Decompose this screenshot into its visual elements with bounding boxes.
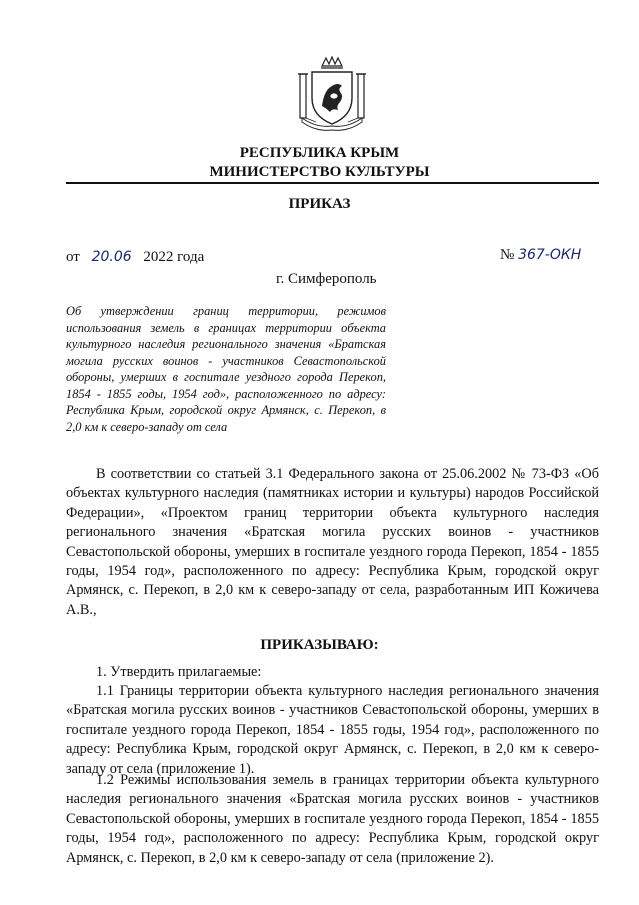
date-handwritten: 20.06 [91, 249, 132, 265]
order-number [500, 247, 581, 264]
order-title: ПРИКАЗ [288, 196, 351, 212]
date-prefix: от [66, 249, 80, 265]
item-1-2: 1.2 Режимы использования земель в границах территории объекта культурного наследия регионального значения «Братская могила русских воинов - участников Севастопольской обороны, умерших в госпитале уездного города Перекоп, 1854 - 1855 годы, 1954 год», расположенного по адресу: Республика Крым, городской округ Армянск, с. Перекоп, в 2,0 км к северо-западу от села (приложение 2). [66, 772, 599, 866]
header-divider [66, 182, 599, 184]
republic-name: РЕСПУБЛИКА КРЫМ [239, 145, 400, 161]
ministry-name: МИНИСТЕРСТВО КУЛЬТУРЫ [209, 164, 430, 180]
command-heading: ПРИКАЗЫВАЮ: [260, 637, 379, 653]
order-subject: Об утверждении границ территории, режимов использования земель в границах территории объекта культурного наследия регионального значения «Братская могила русских воинов - участников Севастопольской обороны, умерших в госпитале уездного города Перекоп, 1854 - 1855 годы, 1954 год», расположенного по адресу: Республика Крым, городской округ Армянск, с. Перекоп, в 2,0 км к северо-западу от села [66, 304, 386, 434]
item-1-1: 1.1 Границы территории объекта культурного наследия регионального значения «Братская могила русских воинов - участников Севастопольской обороны, умерших в госпитале уездного города Перекоп, 1854 - 1855 годы, 1954 год», расположенного по адресу: Республика Крым, городской округ Армянск, с. Перекоп, в 2,0 км к северо-западу от села (приложение 1). [66, 683, 599, 777]
date-suffix: 2022 года [143, 249, 205, 265]
preamble-paragraph: В соответствии со статьей 3.1 Федерального закона от 25.06.2002 № 73-ФЗ «Об объектах культурного наследия (памятниках истории и культуры) народов Российской Федерации», «Проектом границ территории объекта культурного наследия регионального значения «Братская могила русских воинов - участников Севастопольской обороны, умерших в госпитале уездного города Перекоп, 1854 - 1855 годы, 1954 год», расположенного по адресу: Республика Крым, городской округ Армянск, с. Перекоп, в 2,0 км к северо-западу от села, разработанным ИП Кожичева А.В., [66, 466, 599, 618]
number-prefix: № [500, 247, 515, 263]
crimea-coat-of-arms-icon [296, 56, 368, 132]
order-date [66, 249, 204, 266]
item-1: 1. Утвердить прилагаемые: [96, 664, 262, 680]
number-handwritten: 367-ОКН [518, 247, 582, 263]
order-city: г. Симферополь [276, 271, 377, 287]
